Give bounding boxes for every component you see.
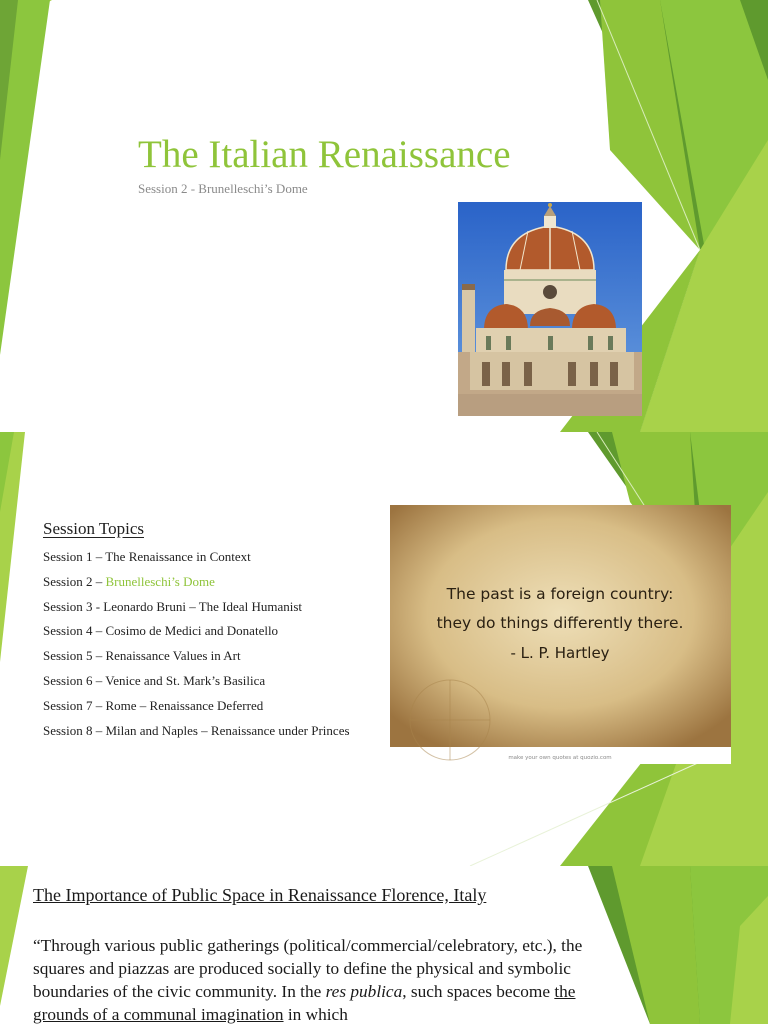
- slide-topics: [0, 432, 768, 866]
- quote-paragraph: “Through various public gatherings (political/commercial/celebratory, etc.), the squares and piazzas are produced socially to define the physical and symbolic boundaries of the civic community. In the res publica, such spaces become the grounds of a communal imagination in which: [33, 936, 583, 1024]
- quote-image: [390, 505, 731, 764]
- list-item: Session 6 – Venice and St. Mark’s Basilica: [43, 672, 266, 688]
- section-heading: The Importance of Public Space in Renaissance Florence, Italy: [33, 885, 487, 905]
- slide-title: [0, 0, 768, 432]
- presentation-subtitle: Session 2 - Brunelleschi’s Dome: [138, 181, 308, 196]
- list-item: Session 5 – Renaissance Values in Art: [43, 648, 241, 664]
- list-item: Session 2 – Brunelleschi’s Dome: [43, 573, 215, 589]
- presentation-title: The Italian Renaissance: [138, 133, 511, 176]
- quote-footer: make your own quotes at quozio.com: [508, 755, 612, 761]
- list-item: Session 8 – Milan and Naples – Renaissance under Princes: [43, 722, 350, 738]
- list-item: Session 3 - Leonardo Bruni – The Ideal Humanist: [43, 598, 302, 614]
- list-item: Session 4 – Cosimo de Medici and Donatello: [43, 623, 279, 639]
- list-item: Session 1 – The Renaissance in Context: [43, 549, 251, 564]
- quote-attribution: - L. P. Hartley: [510, 644, 610, 662]
- topics-heading: Session Topics: [43, 519, 144, 538]
- cathedral-dome-photo: [458, 202, 642, 416]
- list-item: Session 7 – Rome – Renaissance Deferred: [43, 697, 264, 713]
- quote-line-1: The past is a foreign country:: [446, 585, 674, 603]
- quote-line-2: they do things differently there.: [436, 614, 684, 632]
- session-topics-list: [43, 548, 363, 746]
- current-session-highlight: Brunelleschi’s Dome: [105, 573, 215, 589]
- slide-decoration: [0, 0, 768, 432]
- slide-public-space: [0, 866, 768, 1024]
